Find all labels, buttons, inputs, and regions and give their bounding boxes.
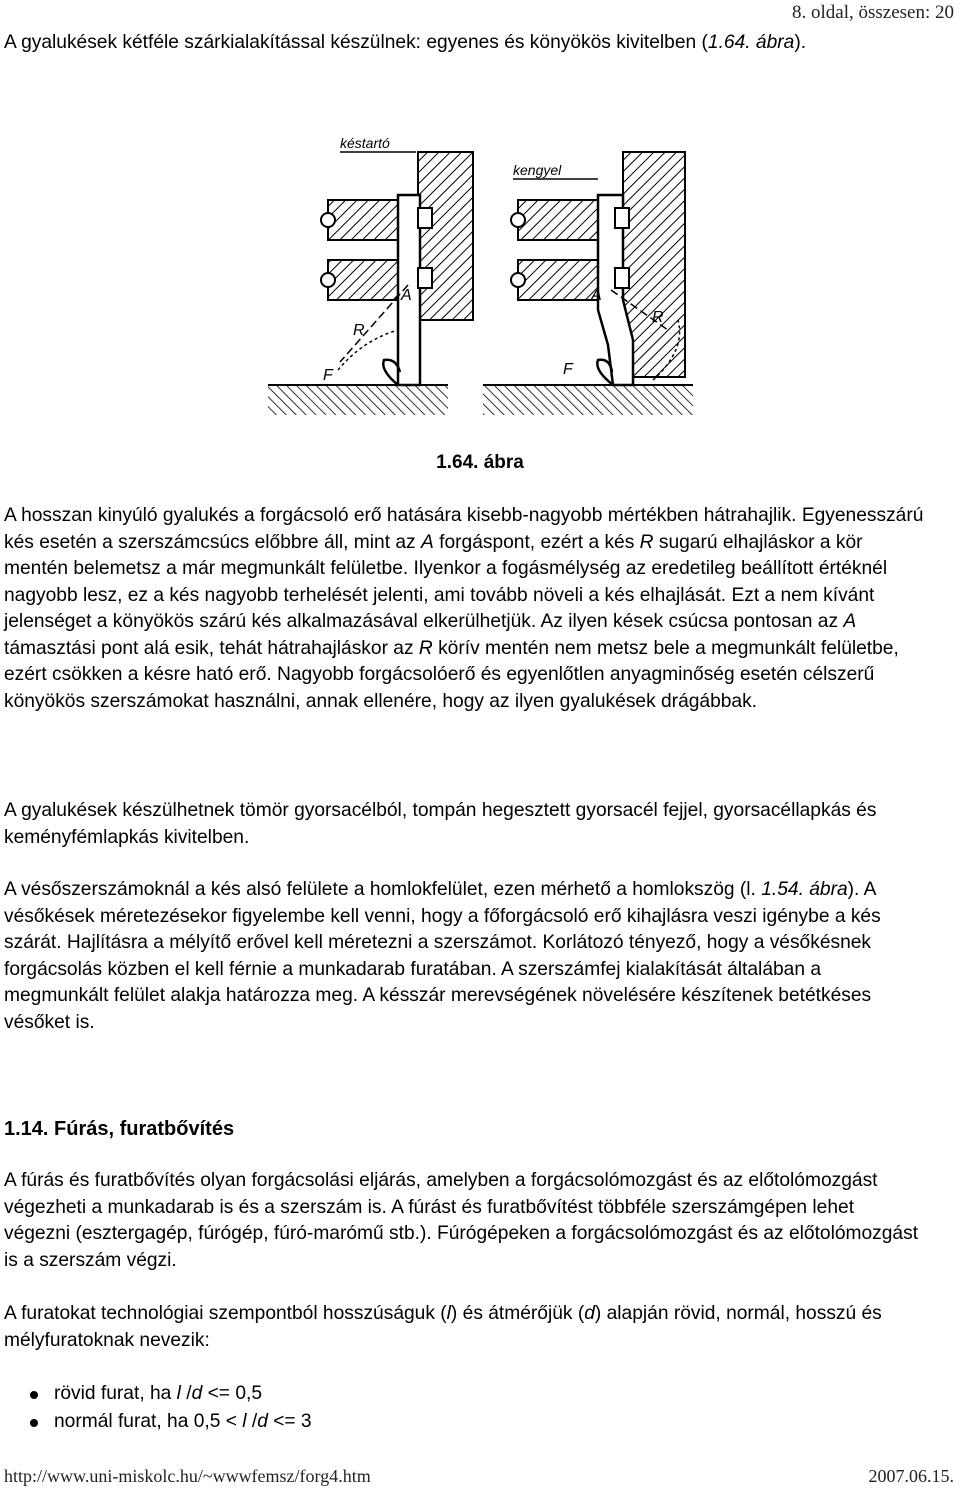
footer-date: 2007.06.15. — [868, 1466, 954, 1486]
list-item — [28, 1380, 312, 1408]
paragraph-deflection — [4, 503, 924, 715]
text-run: A vésőszerszámoknál a kés alsó felülete a homlokfelület, ezen mérhető a homlokszög (l. — [4, 879, 762, 900]
footer-url[interactable]: http://www.uni-miskolc.hu/~wwwfemsz/forg4.htm — [4, 1466, 371, 1486]
text-run: ) alapján rövid, normál, hosszú és mélyfuratoknak nevezik: — [4, 1303, 882, 1351]
text-run: körív mentén nem metsz bele a megmunkált felületbe, ezért csökken a késre ható erő. Nagyobb forgácsolóerő és egyenlőtlen anyagminőség esetén célszerű könyökös szerszámokat használni, annak ellenére, hogy az ilyen gyalukések drágábbak. — [4, 637, 899, 712]
paragraph-hole-types — [4, 1301, 924, 1354]
label-knife-holder: késtartó — [340, 135, 390, 151]
italic-symbol: d — [584, 1303, 595, 1324]
label-r-left: R — [353, 322, 365, 339]
text-run: <= 3 — [267, 1411, 312, 1432]
figure-caption: 1.64. ábra — [436, 452, 524, 473]
cranked-tool-drawing — [483, 152, 693, 415]
label-a-left: A — [401, 287, 412, 304]
figure-reference[interactable]: 1.54. ábra — [761, 879, 848, 900]
italic-symbol: l — [176, 1383, 181, 1404]
text-run: normál furat, ha 0,5 < — [54, 1411, 243, 1432]
label-a-right: A — [591, 287, 602, 304]
label-clamp: kengyel — [513, 162, 562, 178]
italic-symbol: A — [420, 531, 434, 553]
text-run: / — [246, 1411, 258, 1432]
italic-symbol: R — [639, 531, 654, 553]
list-item — [28, 1408, 312, 1436]
text-run: támasztási pont alá esik, tehát hátrahajláskor az — [4, 637, 419, 659]
paragraph-tool-materials: A gyalukések készülhetnek tömör gyorsacélból, tompán hegesztett gyorsacél fejjel, gyorsacéllapkás és keményfémlapkás kivitelben. — [4, 800, 877, 848]
text-run: rövid furat, ha — [54, 1383, 177, 1404]
intro-paragraph — [4, 30, 924, 57]
text-run: <= 0,5 — [202, 1383, 263, 1404]
italic-symbol: l — [446, 1303, 451, 1324]
section-heading: 1.14. Fúrás, furatbővítés — [4, 1118, 235, 1140]
text-run: A hosszan kinyúló gyalukés a forgácsoló erő hatására kisebb-nagyobb mértékben hátrahajlik. Egyenesszárú kés esetén a szerszámcsúcs előbbre áll, mint az — [4, 505, 924, 553]
page-number: 8. oldal, összesen: 20 — [791, 2, 954, 23]
text-run: sugarú elhajláskor a kör mentén belemetsz a már megmunkált felületbe. Ilyenkor a fogásmélység az eredetileg beállított értéknél nagyobb lesz, ez a kés nagyobb terhelését jelenti, ami tovább növeli a kés elhajlását. Ezt a nem kívánt jelenséget a könyökös szárú kés alkalmazásával elkerülhetjük. Az ilyen kések csúcsa pontosan az — [4, 531, 888, 632]
planing-tool-figure — [268, 130, 693, 420]
paragraph-drilling: A fúrás és furatbővítés olyan forgácsolási eljárás, amelyben a forgácsolómozgást és az előtolómozgást végezheti a munkadarab is és a szerszám is. A fúrást és furatbővítést többféle szerszámgépen lehet végezni (esztergagép, fúrógép, fúró-marómű stb.). Fúrógépeken a forgácsolómozgást és az előtolómozgást is a szerszám végzi. — [4, 1170, 919, 1271]
figure-reference[interactable]: 1.64. ábra — [707, 32, 795, 53]
italic-symbol: R — [418, 637, 433, 659]
text-run: ) és átmérőjük ( — [450, 1303, 585, 1324]
label-r-right: R — [652, 309, 664, 326]
italic-symbol: d — [191, 1383, 203, 1404]
text-run: forgáspont, ezért a kés — [433, 531, 640, 553]
label-f-left: F — [323, 367, 333, 384]
paragraph-slotting-tools — [4, 877, 924, 1036]
italic-symbol: l — [242, 1411, 247, 1432]
straight-tool-drawing — [268, 152, 473, 415]
italic-symbol: A — [843, 611, 857, 632]
italic-symbol: d — [257, 1411, 268, 1432]
hole-type-list — [28, 1380, 312, 1436]
label-f-right: F — [563, 361, 573, 378]
text-run: ). A vésőkések méretezésekor figyelembe kell venni, hogy a főforgácsoló erő kihajlásra veszi igénybe a kés szárát. Hajlításra a mélyítő erővel kell méretezni a szerszámot. Korlátozó tényező, hogy a vésőkésnek forgácsolás közben el kell férnie a munkadarab furatában. A szerszámfej kialakítását általában a megmunkált felület alakja határozza meg. A késszár merevségének növelésére készítenek betétkéses vésőket is. — [4, 879, 881, 1033]
text-run: A furatokat technológiai szempontból hosszúságuk ( — [4, 1303, 447, 1324]
intro-text: A gyalukések kétféle szárkialakítással készülnek: egyenes és könyökös kivitelben ( — [4, 32, 708, 53]
intro-text-end: ). — [794, 32, 807, 53]
text-run: / — [180, 1383, 192, 1404]
